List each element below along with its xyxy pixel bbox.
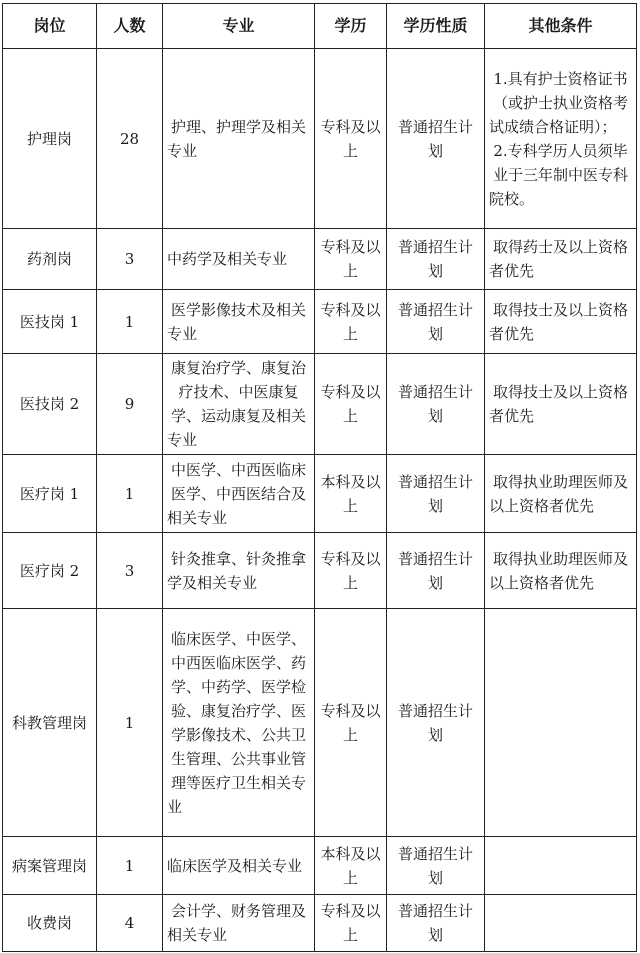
cell-major: 康复治疗学、康复治疗技术、中医康复学、运动康复及相关专业 [163,354,315,455]
cell-position: 收费岗 [3,895,97,952]
cell-major: 临床医学、中医学、中西医临床医学、药学、中药学、医学检验、康复治疗学、医学影像技术、公共卫生管理、公共事业管理等医疗卫生相关专业 [163,609,315,837]
cell-position: 医疗岗 1 [3,455,97,533]
cell-degree: 专科及以上 [315,354,387,455]
cell-degree-nature: 普通招生计划 [387,49,485,229]
cell-degree-nature: 普通招生计划 [387,354,485,455]
cell-other-conditions: 取得技士及以上资格者优先 [485,290,637,354]
condition-item: 2.专科学历人员须毕业于三年制中医专科院校。 [489,141,628,208]
cell-degree: 专科及以上 [315,49,387,229]
table-row [3,229,637,290]
cell-major: 会计学、财务管理及相关专业 [163,895,315,952]
header-position: 岗位 [3,4,97,49]
cell-degree-nature: 普通招生计划 [387,290,485,354]
cell-other-conditions: 取得执业助理医师及以上资格者优先 [485,455,637,533]
cell-count: 9 [97,354,163,455]
cell-count: 3 [97,533,163,609]
cell-major: 中药学及相关专业 [163,229,315,290]
cell-other-conditions: 取得药士及以上资格者优先 [485,229,637,290]
cell-degree: 专科及以上 [315,229,387,290]
cell-major: 针灸推拿、针灸推拿学及相关专业 [163,533,315,609]
cell-degree: 本科及以上 [315,455,387,533]
cell-position: 病案管理岗 [3,837,97,895]
cell-degree-nature: 普通招生计划 [387,895,485,952]
cell-degree: 专科及以上 [315,895,387,952]
header-degree-nature: 学历性质 [387,4,485,49]
cell-position: 科教管理岗 [3,609,97,837]
cell-degree: 专科及以上 [315,609,387,837]
cell-count: 28 [97,49,163,229]
recruitment-table [2,3,637,952]
table-row [3,895,637,952]
cell-count: 1 [97,837,163,895]
cell-other-conditions [485,609,637,837]
cell-other-conditions [485,837,637,895]
cell-position: 护理岗 [3,49,97,229]
table-row [3,290,637,354]
cell-major: 护理、护理学及相关专业 [163,49,315,229]
condition-item: 1.具有护士资格证书（或护士执业资格考试成绩合格证明）； [489,69,628,136]
cell-degree: 本科及以上 [315,837,387,895]
cell-other-conditions: 取得执业助理医师及以上资格者优先 [485,533,637,609]
cell-degree: 专科及以上 [315,533,387,609]
header-other-conditions: 其他条件 [485,4,637,49]
cell-major: 医学影像技术及相关专业 [163,290,315,354]
table-row [3,837,637,895]
cell-count: 1 [97,609,163,837]
cell-degree-nature: 普通招生计划 [387,837,485,895]
cell-degree-nature: 普通招生计划 [387,533,485,609]
table-row [3,609,637,837]
cell-other-conditions [485,49,637,229]
cell-degree-nature: 普通招生计划 [387,609,485,837]
cell-other-conditions [485,895,637,952]
cell-position: 医疗岗 2 [3,533,97,609]
cell-major: 中医学、中西医临床医学、中西医结合及相关专业 [163,455,315,533]
table-row [3,354,637,455]
cell-count: 1 [97,290,163,354]
cell-position: 医技岗 1 [3,290,97,354]
cell-degree: 专科及以上 [315,290,387,354]
table-row [3,533,637,609]
header-count: 人数 [97,4,163,49]
header-row [3,4,637,49]
header-degree: 学历 [315,4,387,49]
cell-count: 4 [97,895,163,952]
table-row [3,49,637,229]
cell-degree-nature: 普通招生计划 [387,229,485,290]
cell-count: 1 [97,455,163,533]
cell-degree-nature: 普通招生计划 [387,455,485,533]
cell-count: 3 [97,229,163,290]
cell-major: 临床医学及相关专业 [163,837,315,895]
cell-other-conditions: 取得技士及以上资格者优先 [485,354,637,455]
table-row [3,455,637,533]
cell-position: 医技岗 2 [3,354,97,455]
cell-position: 药剂岗 [3,229,97,290]
header-major: 专业 [163,4,315,49]
